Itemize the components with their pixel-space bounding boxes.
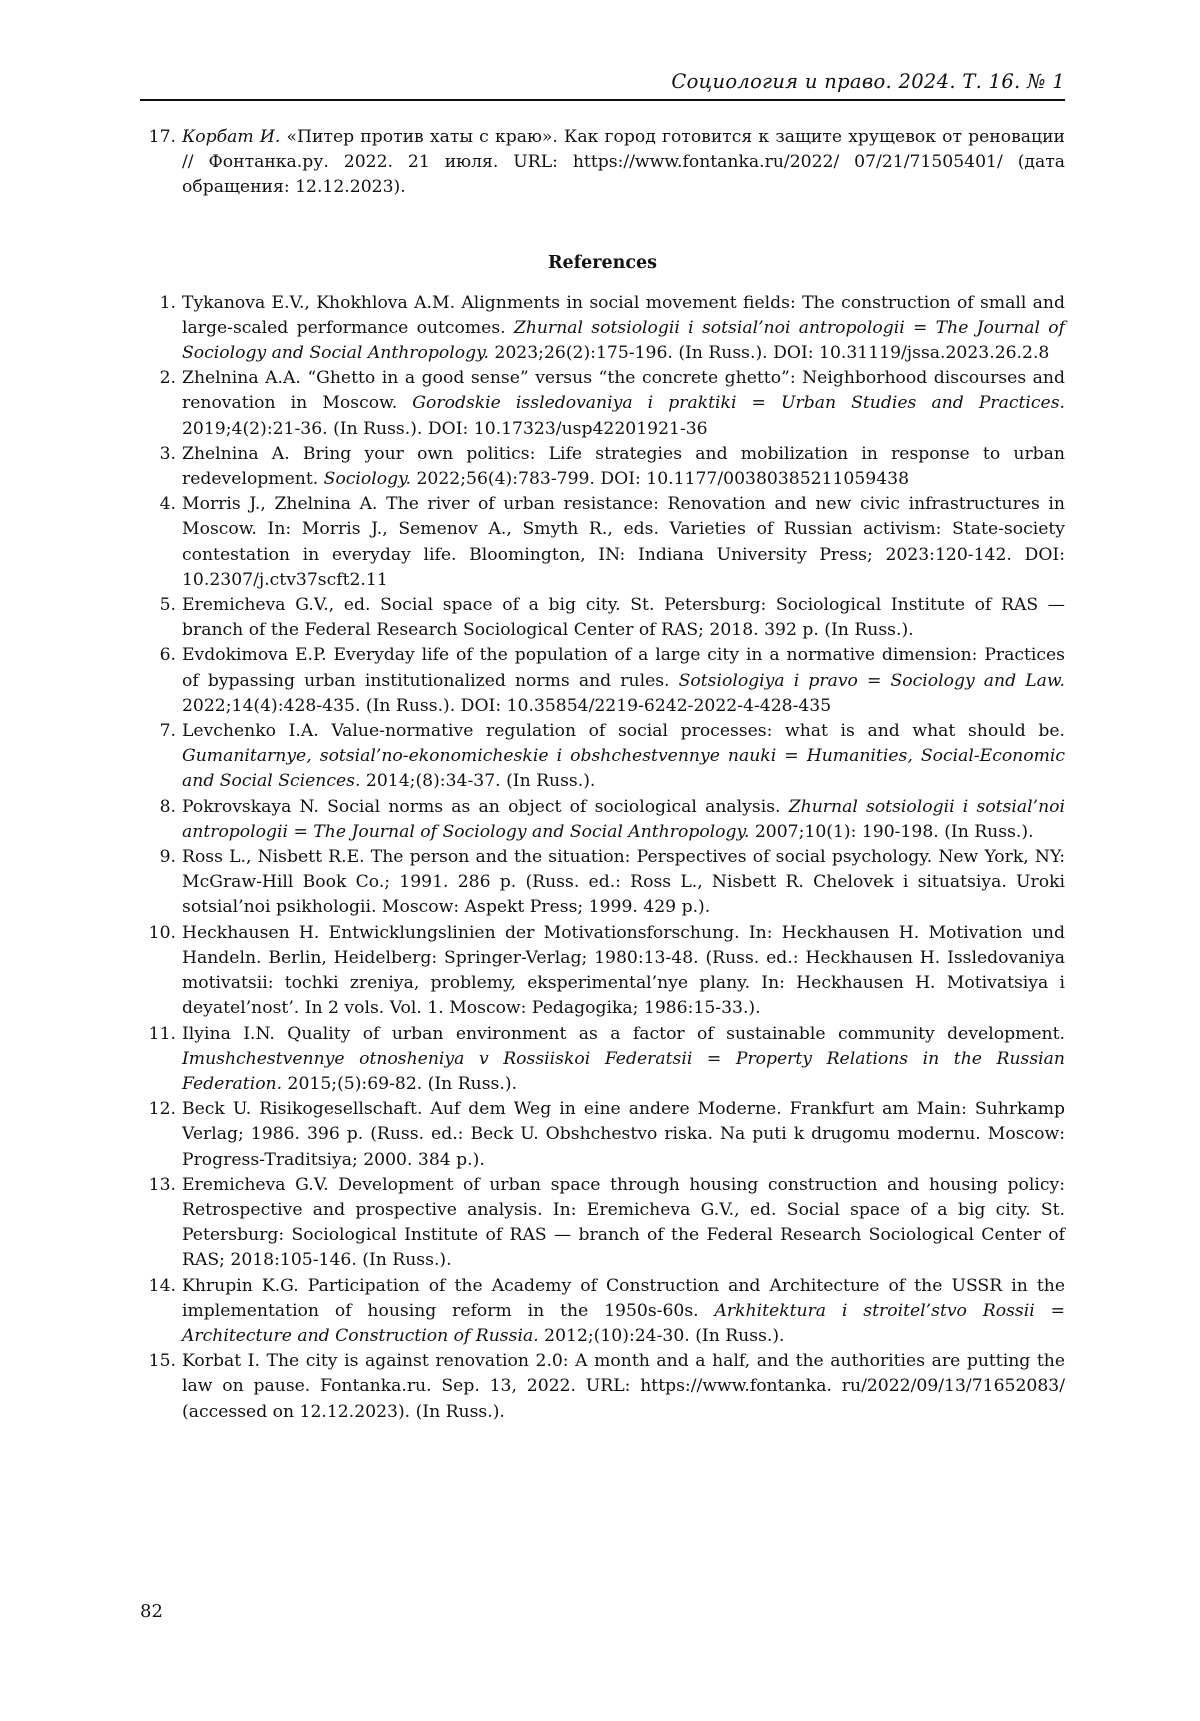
reference-fragment: Pokrovskaya N. Social norms as an object of sociological analysis.	[182, 796, 789, 817]
reference-text	[182, 366, 1065, 442]
reference-item	[140, 921, 1065, 1022]
reference-number: 2.	[159, 368, 176, 389]
reference-number: 7.	[159, 721, 176, 742]
reference-fragment: Khrupin K.G. Participation of the Academy of Construction and Architecture of the USSR in the implementation of housing reform in the 1950s-60s.	[182, 1275, 1065, 1321]
reference-item	[140, 643, 1065, 719]
reference-number: 10.	[148, 922, 176, 943]
reference-number: 11.	[148, 1023, 176, 1044]
reference-fragment: 2023;26(2):175-196. (In Russ.). DOI: 10.31119/jssa.2023.26.2.8	[488, 343, 1050, 364]
reference-fragment: Korbat I. The city is against renovation 2.0: A month and a half, and the authorities are putting the law on pause. Fontanka.ru. Sep. 13, 2022. URL: https://www.fontanka. ru/2022/09/13/71652083/ (accessed on 12.12.2023). (In Russ.).	[182, 1351, 1065, 1422]
reference-text	[182, 921, 1065, 1022]
reference-text	[182, 1349, 1065, 1425]
reference-journal: Imushchestvennye otnosheniya v Rossiiskoi Federatsii = Property Relations in the Russian Federation.	[182, 1048, 1065, 1094]
reference-item	[140, 442, 1065, 492]
reference-text	[182, 845, 1065, 921]
reference-fragment: Beck U. Risikogesellschaft. Auf dem Weg in eine andere Moderne. Frankfurt am Main: Suhrkamp Verlag; 1986. 396 p. (Russ. ed.: Beck U. Obshchestvo riska. Na puti k drugomu modernu. Moscow: Progress-Traditsiya; 2000. 384 p.).	[182, 1099, 1065, 1170]
reference-item	[140, 125, 1065, 201]
reference-text	[182, 1173, 1065, 1274]
reference-number: 3.	[159, 443, 176, 464]
reference-text	[182, 719, 1065, 795]
reference-journal: Zhurnal sotsiologii i sotsial’noi antropologii = The Journal of Sociology and Social Anthropology.	[182, 317, 1065, 364]
reference-fragment: Tykanova E.V., Khokhlova A.M. Alignments in social movement fields: The construction of small and large-scaled performance outcomes.	[182, 292, 1065, 338]
reference-text	[182, 593, 1065, 643]
reference-number: 9.	[159, 847, 176, 868]
reference-fragment: 2022;56(4):783-799. DOI: 10.1177/00380385211059438	[411, 469, 910, 490]
reference-journal: Корбат И.	[182, 127, 281, 147]
reference-number: 8.	[159, 796, 176, 817]
reference-fragment: Ross L., Nisbett R.E. The person and the situation: Perspectives of social psychology. New York, NY: McGraw-Hill Book Co.; 1991. 286 p. (Russ. ed.: Ross L., Nisbett R. Chelovek i situatsiya. Uroki sotsial’noi psikhologii. Moscow: Aspekt Press; 1999. 429 p.).	[182, 847, 1065, 918]
reference-number: 13.	[148, 1174, 176, 1195]
reference-item	[140, 719, 1065, 795]
reference-list	[140, 291, 1065, 1425]
reference-number: 17.	[148, 127, 176, 147]
reference-fragment: 2022;14(4):428-435. (In Russ.). DOI: 10.35854/2219-6242-2022-4-428-435	[182, 695, 832, 716]
reference-item	[140, 795, 1065, 845]
reference-journal: Arkhitektura i stroitel’stvo Rossii = Architecture and Construction of Russia.	[182, 1300, 1065, 1346]
running-head: Социология и право. 2024. Т. 16. № 1	[140, 70, 1065, 101]
reference-text	[182, 1097, 1065, 1173]
reference-text	[182, 1022, 1065, 1098]
reference-journal: Zhurnal sotsiologii i sotsial’noi antropologii = The Journal of Sociology and Social Anthropology.	[182, 796, 1066, 842]
reference-item	[140, 1173, 1065, 1274]
page-number: 82	[140, 1601, 163, 1622]
reference-item	[140, 1022, 1065, 1098]
reference-number: 14.	[148, 1275, 176, 1296]
reference-journal: Sociology.	[323, 469, 412, 490]
reference-text	[182, 795, 1065, 845]
reference-fragment: «Питер против хаты с краю». Как город готовится к защите хрущевок от реновации // Фонтанка.ру. 2022. 21 июля. URL: https://www.fontanka.ru/2022/ 07/21/71505401/ (дата обращения: 12.12.2023).	[182, 127, 1066, 198]
reference-fragment: 2014;(8):34-37. (In Russ.).	[360, 771, 596, 792]
reference-fragment: Heckhausen H. Entwicklungslinien der Motivationsforschung. In: Heckhausen H. Motivation und Handeln. Berlin, Heidelberg: Springer-Verlag; 1980:13-48. (Russ. ed.: Heckhausen H. Issledovaniya motivatsii: tochki zreniya, problemy, eksperimental’nye plany. In: Heckhausen H. Motivatsiya i deyatel’nost’. In 2 vols. Vol. 1. Moscow: Pedagogika; 1986:15-33.).	[182, 922, 1065, 1019]
reference-fragment: Levchenko I.A. Value-normative regulation of social processes: what is and what should be.	[182, 721, 1065, 742]
reference-number: 5.	[159, 595, 176, 616]
page	[140, 70, 1065, 1425]
reference-text	[182, 1274, 1065, 1350]
reference-fragment: Eremicheva G.V., ed. Social space of a big city. St. Petersburg: Sociological Institute of RAS — branch of the Federal Research Sociological Center of RAS; 2018. 392 p. (In Russ.).	[182, 595, 1065, 641]
reference-item	[140, 291, 1065, 367]
reference-text	[182, 442, 1065, 492]
russian-reference-list	[140, 125, 1065, 201]
reference-journal: Gumanitarnye, sotsial’no-ekonomicheskie i obshchestvennye nauki = Humanities, Social-Economic and Social Sciences.	[182, 746, 1065, 792]
references-title: References	[547, 252, 658, 273]
reference-item	[140, 593, 1065, 643]
reference-fragment: Evdokimova E.P. Everyday life of the population of a large city in a normative dimension: Practices of bypassing urban institutionalized norms and rules.	[182, 645, 1065, 691]
reference-item	[140, 845, 1065, 921]
reference-fragment: 2015;(5):69-82. (In Russ.).	[282, 1073, 517, 1094]
reference-item	[140, 1349, 1065, 1425]
reference-item	[140, 1274, 1065, 1350]
reference-number: 6.	[159, 645, 176, 666]
reference-journal: Gorodskie issledovaniya i praktiki = Urban Studies and Practices.	[412, 393, 1065, 414]
reference-item	[140, 492, 1065, 593]
reference-text	[182, 492, 1065, 593]
reference-fragment: Ilyina I.N. Quality of urban environment as a factor of sustainable community development.	[182, 1023, 1065, 1044]
reference-text	[182, 125, 1065, 201]
reference-fragment: 2007;10(1): 190-198. (In Russ.).	[749, 821, 1034, 842]
reference-number: 15.	[148, 1351, 176, 1372]
reference-fragment: Zhelnina A. Bring your own politics: Life strategies and mobilization in response to urban redevelopment.	[182, 443, 1065, 490]
reference-fragment: Eremicheva G.V. Development of urban space through housing construction and housing policy: Retrospective and prospective analysis. In: Eremicheva G.V., ed. Social space of a big city. St. Petersburg: Sociological Institute of RAS — branch of the Federal Research Sociological Center of RAS; 2018:105-146. (In Russ.).	[182, 1174, 1065, 1271]
reference-text	[182, 291, 1065, 367]
reference-fragment: Zhelnina A.A. “Ghetto in a good sense” versus “the concrete ghetto”: Neighborhood discourses and renovation in Moscow.	[182, 368, 1065, 414]
reference-number: 12.	[148, 1099, 176, 1120]
reference-fragment: 2019;4(2):21-36. (In Russ.). DOI: 10.17323/usp42201921-36	[182, 418, 708, 439]
reference-journal: Sotsiologiya i pravo = Sociology and Law.	[678, 670, 1065, 691]
reference-fragment: Morris J., Zhelnina A. The river of urban resistance: Renovation and new civic infrastructures in Moscow. In: Morris J., Semenov A., Smyth R., eds. Varieties of Russian activism: State-society contestation in everyday life. Bloomington, IN: Indiana University Press; 2023:120-142. DOI: 10.2307/j.ctv37scft2.11	[182, 494, 1065, 590]
reference-number: 4.	[159, 494, 176, 515]
reference-fragment: 2012;(10):24-30. (In Russ.).	[538, 1325, 785, 1346]
reference-item	[140, 1097, 1065, 1173]
reference-text	[182, 643, 1065, 719]
reference-number: 1.	[159, 292, 176, 313]
reference-item	[140, 366, 1065, 442]
